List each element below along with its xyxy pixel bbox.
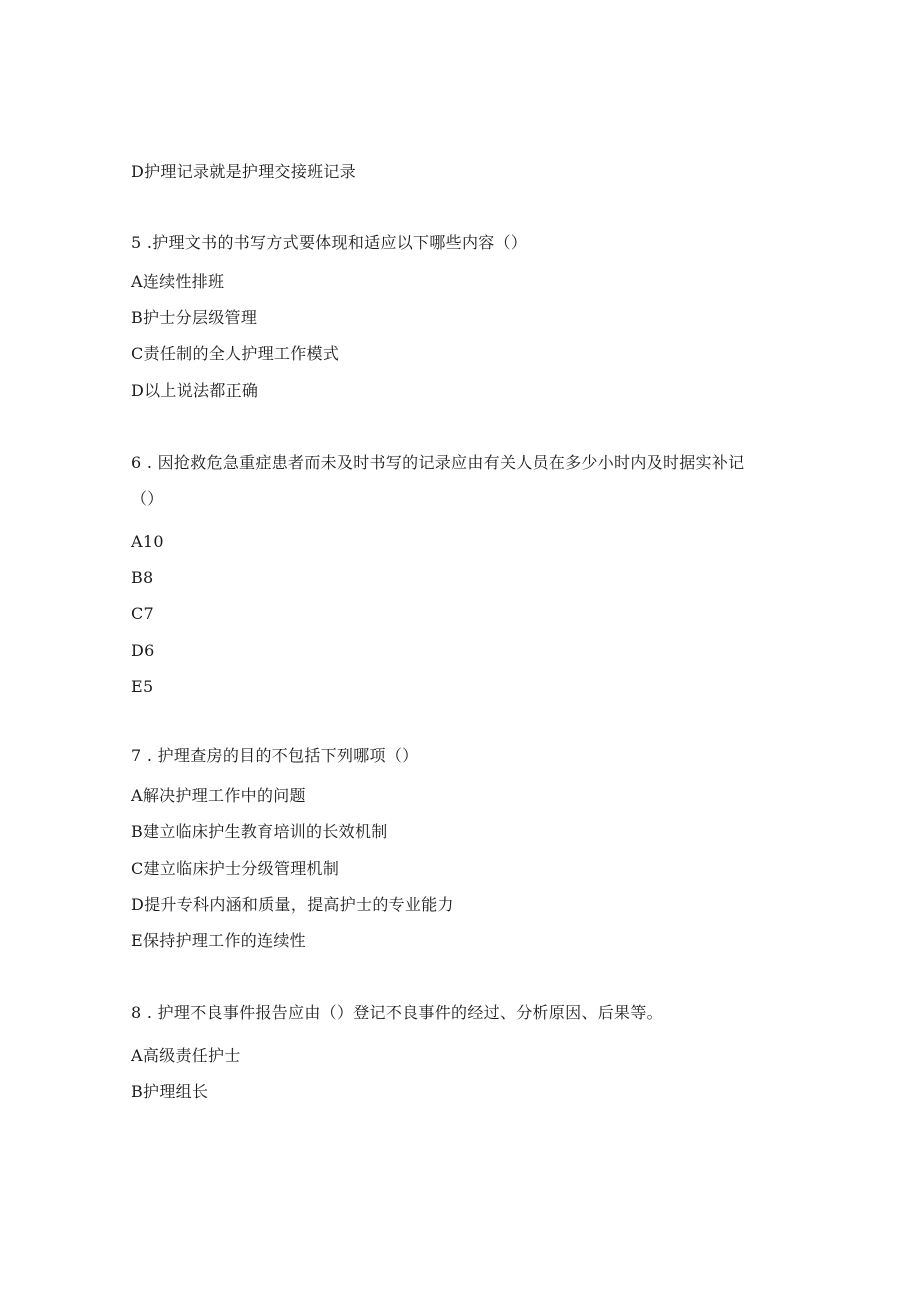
option-5c: C责任制的全人护理工作模式 bbox=[131, 344, 340, 363]
option-6b: B8 bbox=[131, 568, 154, 587]
question-8: 8 . 护理不良事件报告应由（）登记不良事件的经过、分析原因、后果等。 bbox=[131, 1003, 663, 1022]
option-7b: B建立临床护生教育培训的长效机制 bbox=[131, 822, 388, 841]
question-6-continuation: （） bbox=[131, 489, 164, 508]
option-7e: E保持护理工作的连续性 bbox=[131, 931, 306, 950]
option-5a: A连续性排班 bbox=[131, 272, 225, 291]
option-6d: D6 bbox=[131, 641, 155, 660]
question-5: 5 .护理文书的书写方式要体现和适应以下哪些内容（） bbox=[131, 233, 528, 252]
option-5d: D以上说法都正确 bbox=[131, 381, 259, 400]
option-7a: A解决护理工作中的问题 bbox=[131, 786, 306, 805]
option-6a: A10 bbox=[131, 532, 164, 551]
option-8b: B护理组长 bbox=[131, 1082, 209, 1101]
option-7d: D提升专科内涵和质量，提高护士的专业能力 bbox=[131, 895, 454, 914]
option-4d: D护理记录就是护理交接班记录 bbox=[131, 162, 357, 181]
option-8a: A高级责任护士 bbox=[131, 1046, 241, 1065]
option-6e: E5 bbox=[131, 677, 154, 696]
option-6c: C7 bbox=[131, 604, 155, 623]
question-6: 6 . 因抢救危急重症患者而未及时书写的记录应由有关人员在多少小时内及时据实补记 bbox=[131, 453, 745, 472]
option-7c: C建立临床护士分级管理机制 bbox=[131, 859, 340, 878]
question-7: 7 . 护理查房的目的不包括下列哪项（） bbox=[131, 746, 419, 765]
option-5b: B护士分层级管理 bbox=[131, 308, 258, 327]
